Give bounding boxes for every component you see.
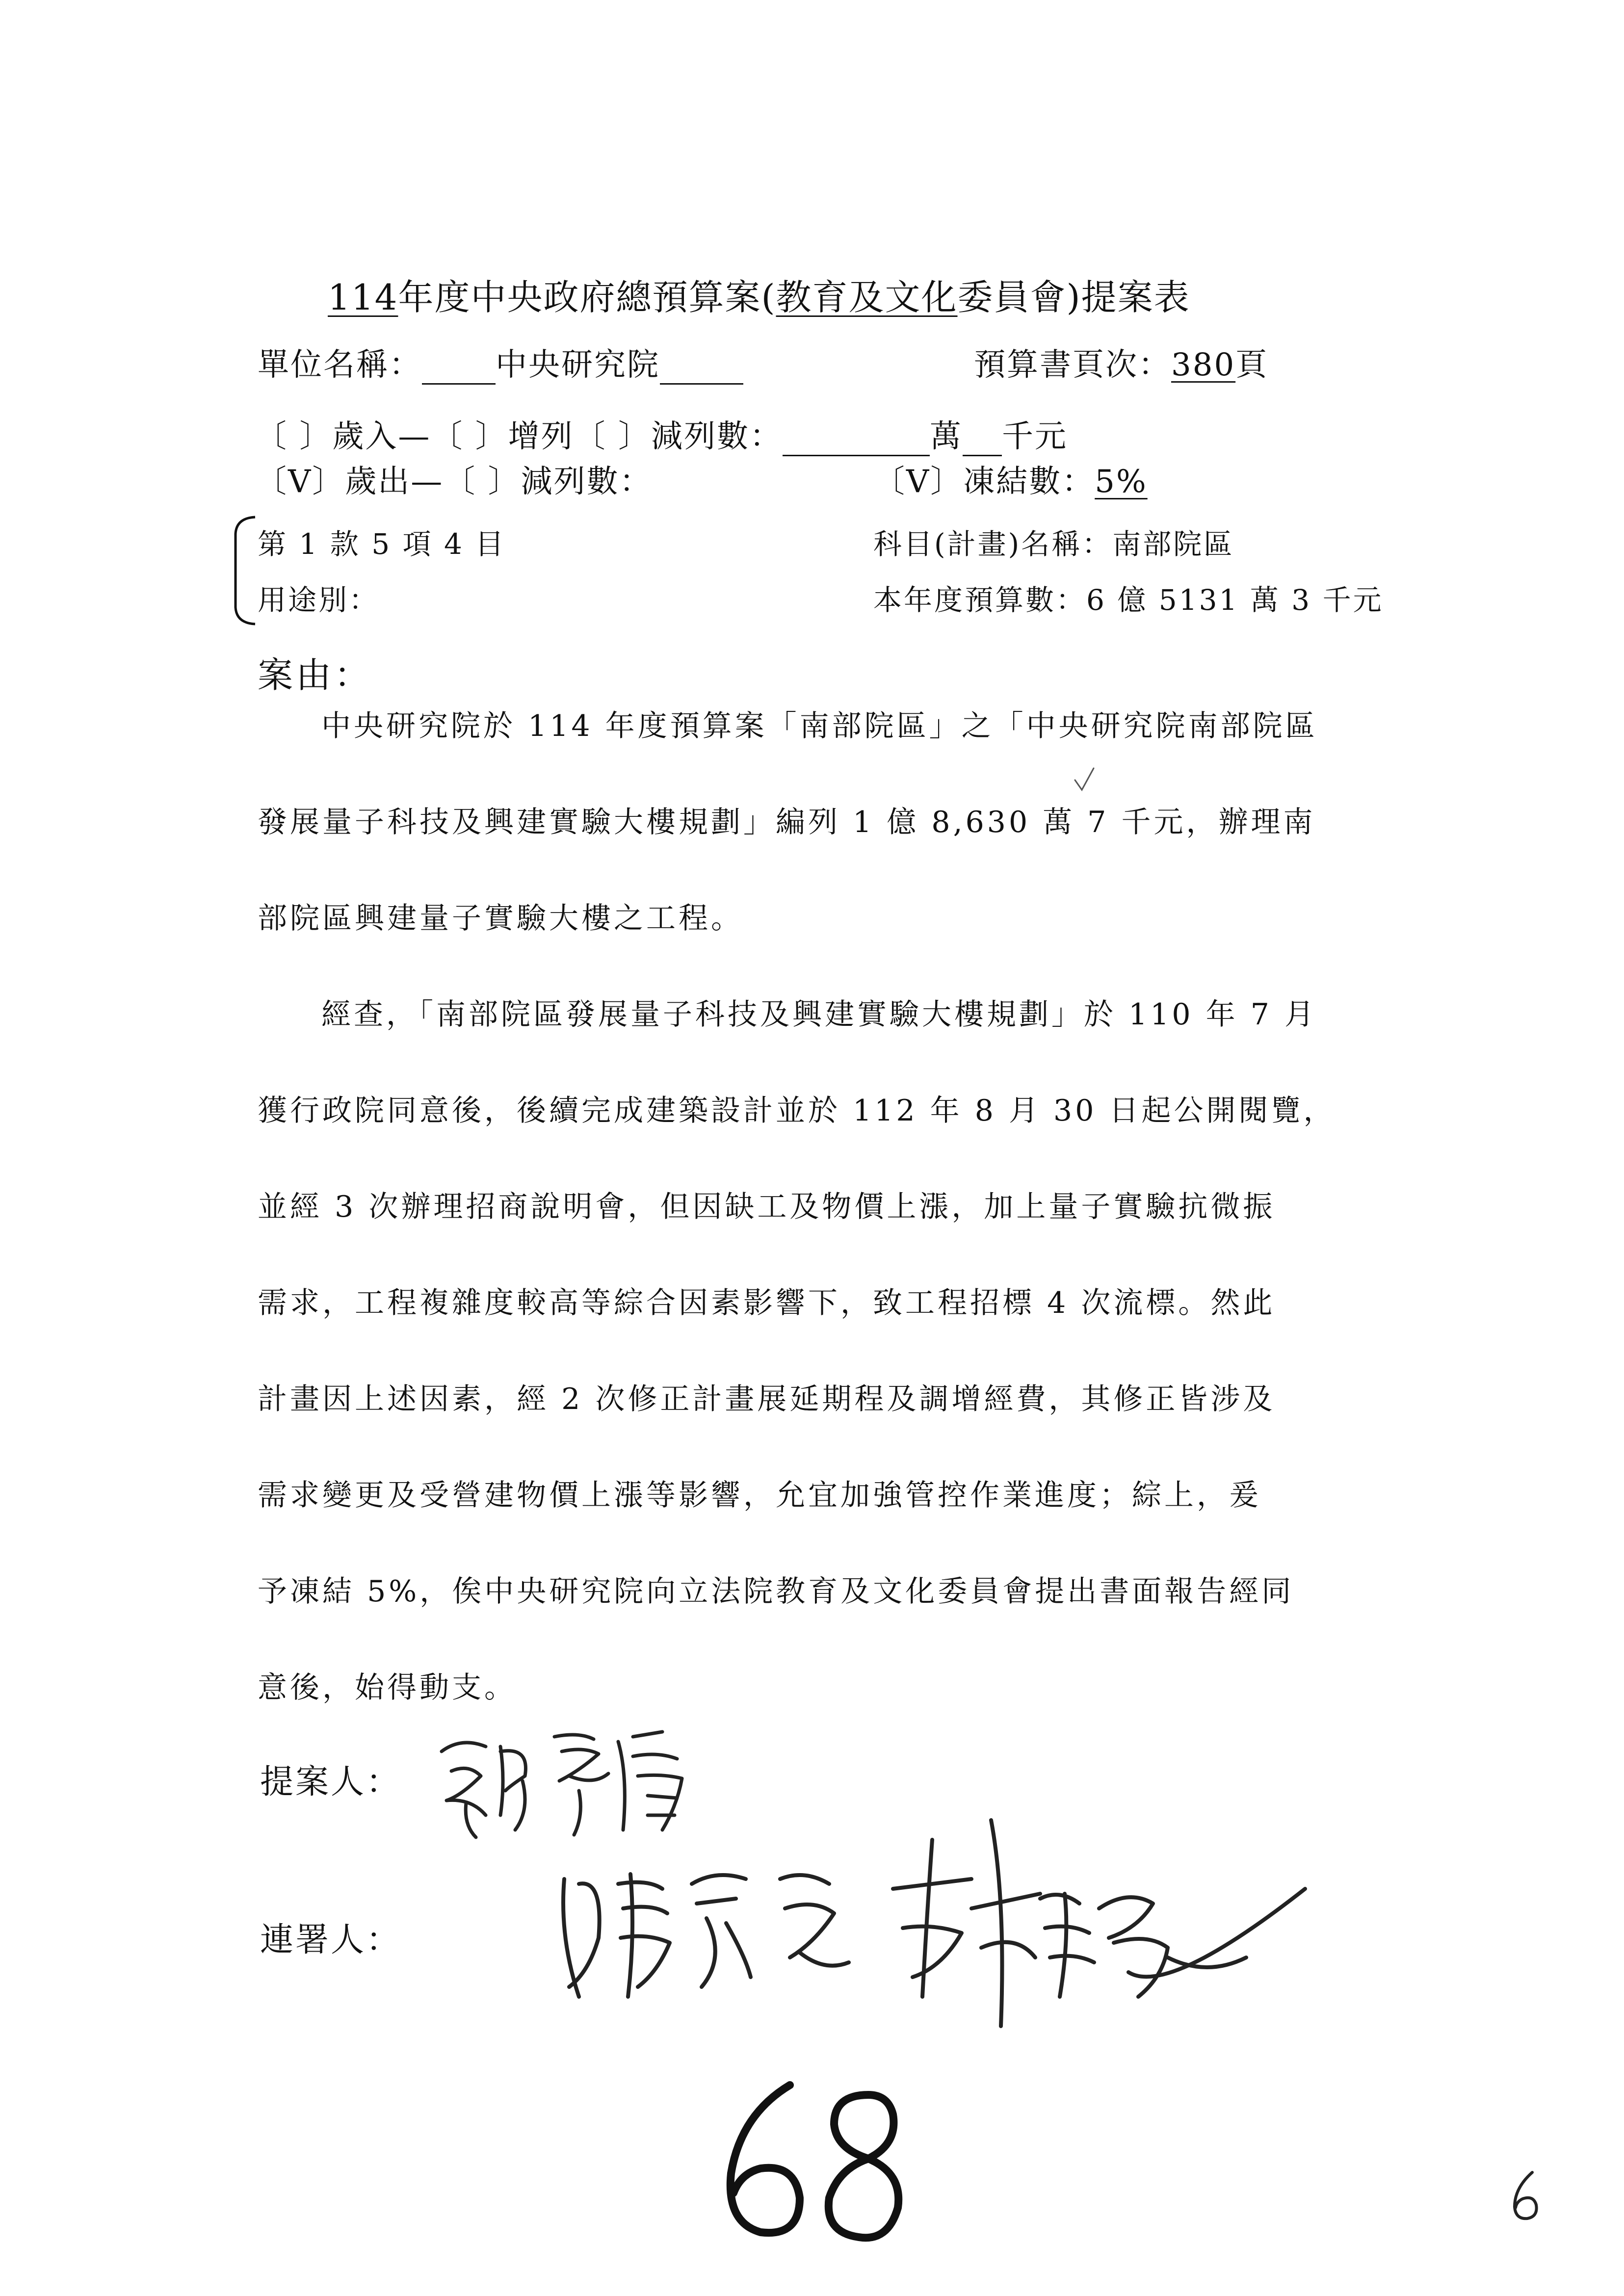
title-committee: 教育及文化	[776, 277, 958, 318]
handwritten-68	[711, 2075, 922, 2252]
body-line-3: 部院區興建量子實驗大樓之工程。	[258, 901, 743, 936]
item-bracket	[231, 514, 260, 627]
form-title	[328, 269, 1190, 320]
unit-name-blank-right	[660, 356, 743, 385]
budget-value: 6 億 5131 萬 3 千元	[1086, 583, 1384, 617]
body-line-6: 並經 3 次辦理招商說明會，但因缺工及物價上漲，加上量子實驗抗微振	[258, 1190, 1276, 1224]
unit-name-value: 中央研究院	[496, 347, 660, 383]
subject-label: 科目(計畫)名稱：	[873, 527, 1113, 561]
freeze-value: 5%	[1095, 464, 1148, 500]
revenue-text: 〔 〕歲入—〔 〕增列〔 〕減列數：	[255, 418, 783, 455]
budget-label: 本年度預算數：	[873, 583, 1087, 617]
expense-row	[255, 456, 653, 501]
title-year: 114	[328, 277, 398, 318]
revenue-unit-qian: 千元	[1002, 418, 1068, 455]
cosigner-label: 連署人：	[260, 1921, 402, 1959]
budget-page-label: 預算書頁次：	[974, 347, 1171, 383]
freeze-label: 〔V〕凍結數：	[873, 464, 1095, 500]
expense-text: 〔V〕歲出—〔 〕減列數：	[255, 464, 653, 500]
unit-name-label: 單位名稱：	[258, 347, 422, 383]
body-line-4: 經查，「南部院區發展量子科技及興建實驗大樓規劃」於 110 年 7 月	[321, 997, 1317, 1032]
title-end: 委員會)提案表	[957, 277, 1190, 318]
unit-name-row	[258, 339, 743, 385]
title-mid: 年度中央政府總預算案(	[398, 277, 776, 318]
revenue-row	[255, 411, 1068, 456]
revenue-unit-wan: 萬	[930, 418, 963, 455]
body-line-1: 中央研究院於 114 年度預算案「南部院區」之「中央研究院南部院區	[321, 709, 1318, 743]
budget-page-row	[974, 339, 1268, 385]
revenue-blank-wan	[783, 427, 930, 456]
body-line-11: 意後，始得動支。	[258, 1670, 517, 1705]
subject-value: 南部院區	[1112, 527, 1234, 561]
freeze-row	[873, 456, 1148, 501]
budget-row	[873, 577, 1384, 618]
handwritten-number	[711, 2075, 922, 2252]
check-mark-icon	[1072, 765, 1097, 795]
revenue-blank-qian	[963, 427, 1002, 456]
body-line-2: 發展量子科技及興建實驗大樓規劃」編列 1 億 8,630 萬 7 千元，辦理南	[258, 805, 1316, 839]
subject-row	[873, 521, 1234, 562]
body-line-9: 需求變更及受營建物價上漲等影響，允宜加強管控作業進度；綜上，爰	[258, 1478, 1261, 1513]
body-line-8: 計畫因上述因素，經 2 次修正計畫展延期程及調增經費，其修正皆涉及	[258, 1382, 1276, 1416]
reason-heading: 案由：	[258, 654, 373, 696]
budget-page-value: 380	[1171, 347, 1236, 383]
proposer-label: 提案人：	[260, 1763, 402, 1801]
cosigner-signatures	[550, 1810, 1315, 2031]
handwritten-page-number	[1509, 2168, 1543, 2222]
body-line-5: 獲行政院同意後，後續完成建築設計並於 112 年 8 月 30 日起公開閱覽，	[258, 1094, 1336, 1128]
unit-name-blank-left	[422, 356, 496, 385]
item-code: 第 1 款 5 項 4 目	[258, 527, 506, 561]
body-line-10: 予凍結 5%，俟中央研究院向立法院教育及文化委員會提出書面報告經同	[258, 1574, 1294, 1609]
budget-page-suffix: 頁	[1235, 347, 1269, 383]
body-line-7: 需求，工程複雜度較高等綜合因素影響下，致工程招標 4 次流標。然此	[258, 1286, 1276, 1320]
use-category: 用途別：	[258, 583, 380, 617]
